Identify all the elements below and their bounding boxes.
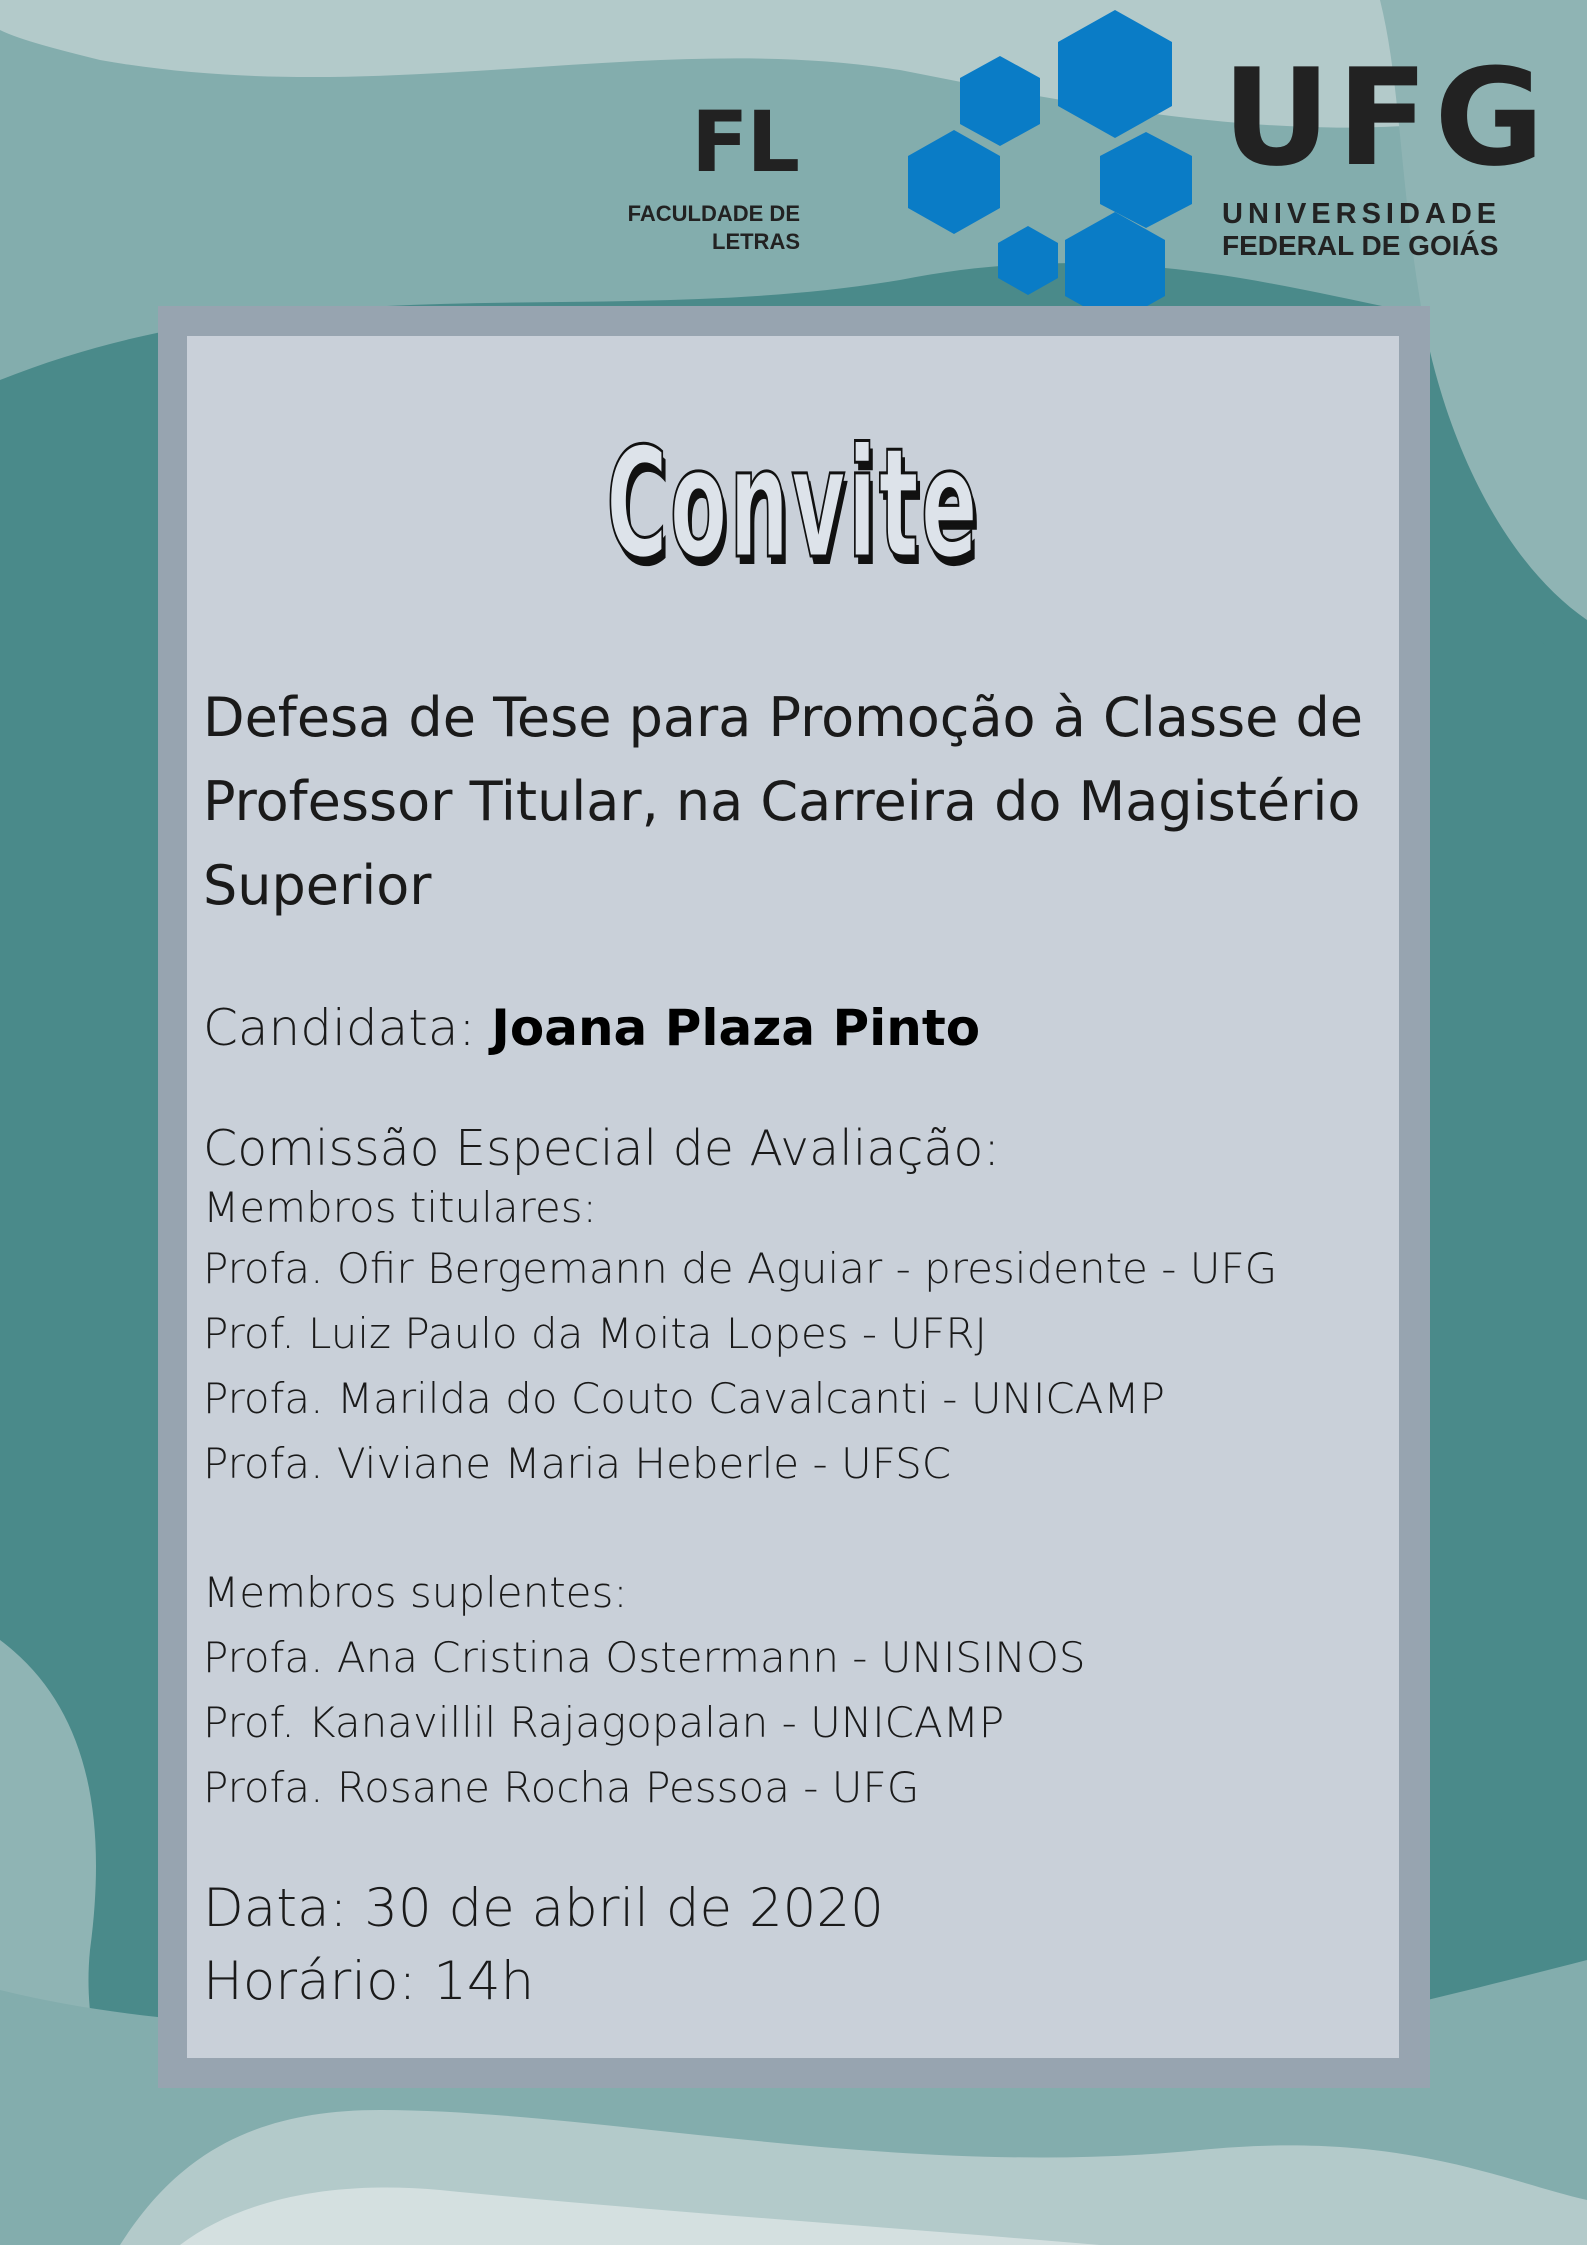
invitation-card (187, 336, 1399, 2058)
ufg-logo-mark: UFG (1222, 40, 1551, 196)
candidate-label: Candidata: (203, 999, 476, 1057)
titulares-block (203, 1180, 1383, 1496)
candidate-name: Joana Plaza Pinto (491, 999, 981, 1057)
invitation-title: Convite (606, 415, 980, 592)
candidate-line (203, 996, 1383, 1060)
fl-logo-name-line1: FACULDADE DE (627, 201, 800, 226)
suplentes-heading: Membros suplentes: (203, 1568, 628, 1617)
suplente-member: Profa. Ana Cristina Ostermann - UNISINOS (203, 1633, 1086, 1682)
commission-heading: Comissão Especial de Avaliação: (203, 1120, 1000, 1177)
titular-member: Profa. Viviane Maria Heberle - UFSC (203, 1439, 952, 1488)
titular-member: Prof. Luiz Paulo da Moita Lopes - UFRJ (203, 1309, 987, 1358)
titulares-heading: Membros titulares: (203, 1183, 597, 1232)
suplentes-block (203, 1560, 1383, 1820)
titular-member: Profa. Marilda do Couto Cavalcanti - UNICAMP (203, 1374, 1165, 1423)
schedule-block (203, 1872, 1383, 2018)
suplente-member: Prof. Kanavillil Rajagopalan - UNICAMP (203, 1698, 1005, 1747)
suplente-member: Profa. Rosane Rocha Pessoa - UFG (203, 1763, 920, 1812)
ufg-logo (1222, 40, 1551, 262)
fl-logo-name-line2: LETRAS (712, 229, 800, 254)
fl-logo (560, 93, 800, 256)
fl-logo-mark: FL (691, 93, 798, 191)
titular-member: Profa. Ofir Bergemann de Aguiar - presidente - UFG (203, 1244, 1278, 1293)
defense-purpose: Defesa de Tese para Promoção à Classe de Professor Titular, na Carreira do Magistério Superior (203, 686, 1363, 917)
invitation-content (203, 676, 1383, 2018)
hexagon-cluster-logo-icon (900, 8, 1200, 326)
event-time: Horário: 14h (203, 1951, 535, 2012)
ufg-logo-name-line2: FEDERAL DE GOIÁS (1222, 230, 1499, 261)
event-date: Data: 30 de abril de 2020 (203, 1878, 884, 1939)
ufg-logo-name-line1: UNIVERSIDADE (1222, 198, 1502, 230)
